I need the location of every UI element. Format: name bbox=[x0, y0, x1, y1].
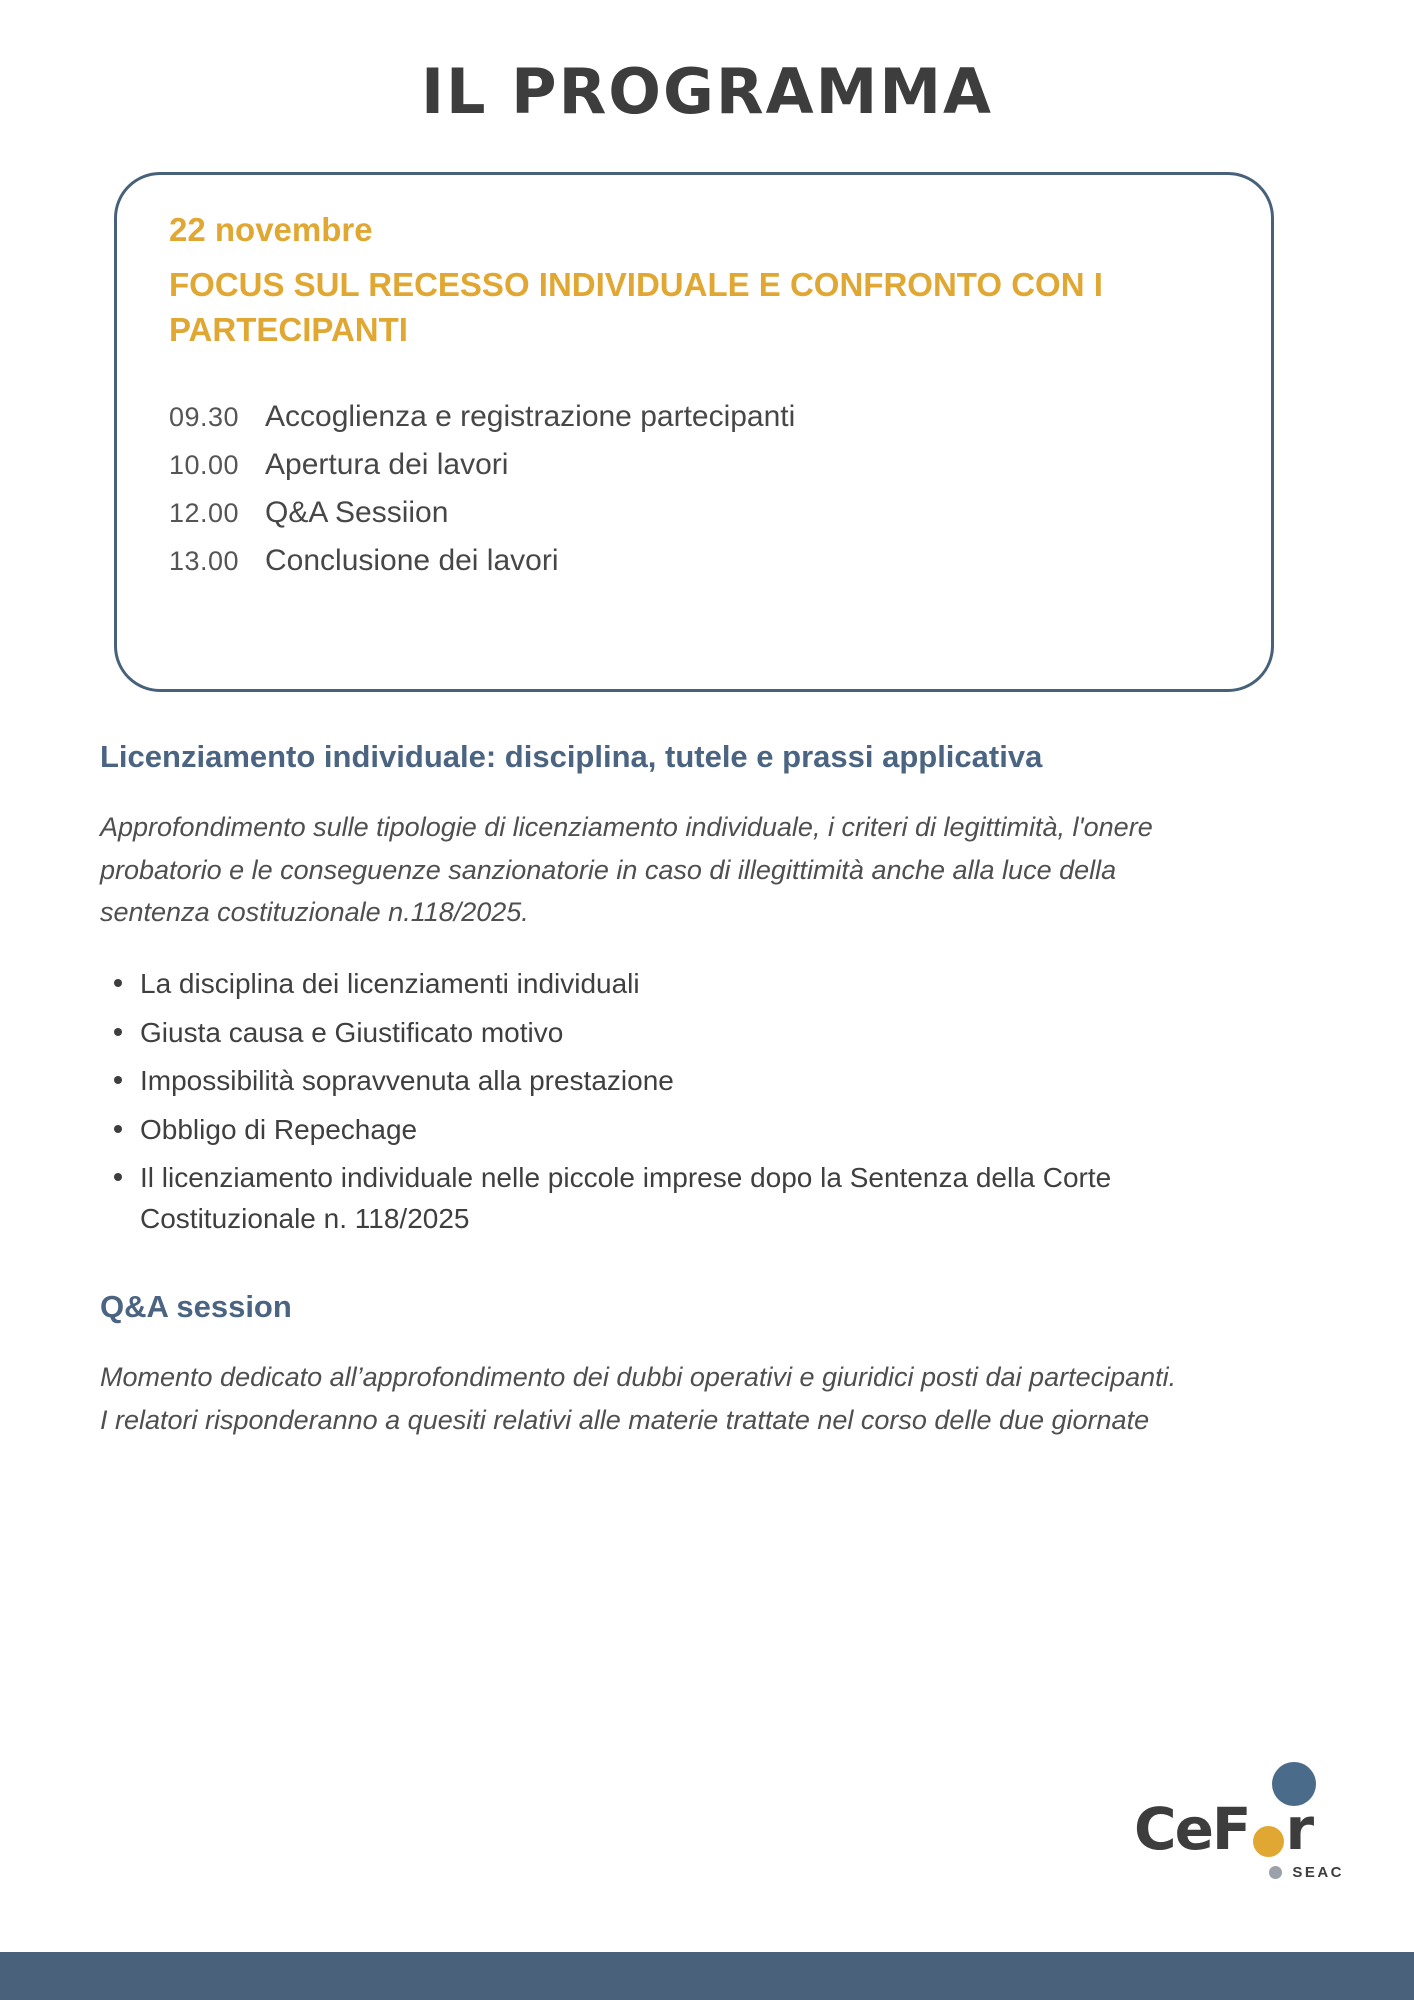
cefor-logo bbox=[1134, 1762, 1346, 1892]
schedule-time: 12.00 bbox=[169, 498, 240, 529]
topic-item bbox=[100, 1110, 1220, 1151]
schedule-activity: Conclusione dei lavori bbox=[265, 544, 559, 578]
topic-item-label: Impossibilità sopravvenuta alla prestazione bbox=[140, 1065, 674, 1097]
schedule-activity: Q&A Sessiion bbox=[265, 496, 449, 530]
program-date: 22 novembre bbox=[169, 211, 373, 248]
schedule-activity: Apertura dei lavori bbox=[265, 448, 509, 482]
schedule-row bbox=[169, 448, 1219, 482]
schedule-activity: Accoglienza e registrazione partecipanti bbox=[265, 400, 796, 434]
topic-item bbox=[100, 964, 1220, 1005]
logo-text-start: CeF bbox=[1134, 1795, 1250, 1863]
logo-subtext: SEAC bbox=[1292, 1864, 1344, 1881]
schedule-time: 09.30 bbox=[169, 402, 240, 433]
section-intro-qa-session: Momento dedicato all’approfondimento dei dubbi operativi e giuridici posti dai partecipanti. I relatori risponderanno a quesiti relativi alle materie trattate nel corso delle due giornate bbox=[100, 1362, 1177, 1436]
logo-text-end: r bbox=[1285, 1795, 1313, 1863]
schedule-row bbox=[169, 496, 1219, 530]
page-title: IL PROGRAMMA bbox=[420, 55, 994, 128]
program-focus-title: FOCUS SUL RECESSO INDIVIDUALE E CONFRONTO CON I PARTECIPANTI bbox=[169, 266, 1103, 348]
logo-gold-circle-icon bbox=[1253, 1826, 1284, 1857]
logo-wordmark bbox=[1134, 1795, 1313, 1863]
schedule-row bbox=[169, 544, 1219, 578]
schedule-row bbox=[169, 400, 1219, 434]
topic-list bbox=[100, 964, 1220, 1240]
logo-gray-circle-icon bbox=[1269, 1866, 1282, 1879]
schedule-time: 10.00 bbox=[169, 450, 240, 481]
topic-item-label: Obbligo di Repechage bbox=[140, 1113, 418, 1145]
section-heading-qa-session: Q&A session bbox=[100, 1289, 292, 1325]
topic-item-label: La disciplina dei licenziamenti individuali bbox=[140, 967, 640, 999]
program-details bbox=[100, 735, 1250, 1472]
topic-item bbox=[100, 1013, 1220, 1054]
program-box bbox=[114, 172, 1274, 692]
topic-item bbox=[100, 1061, 1220, 1102]
section-intro-licenziamento: Approfondimento sulle tipologie di licenziamento individuale, i criteri di legittimità, l'onere probatorio e le conseguenze sanzionatorie in caso di illegittimità anche alla luce della sentenza costituzionale n.118/2025. bbox=[100, 811, 1153, 928]
schedule-list bbox=[169, 400, 1219, 578]
logo-subbrand bbox=[1269, 1864, 1344, 1881]
topic-item bbox=[100, 1158, 1220, 1239]
section-heading-licenziamento: Licenziamento individuale: disciplina, tutele e prassi applicativa bbox=[100, 739, 1043, 774]
schedule-time: 13.00 bbox=[169, 546, 240, 577]
footer-bar bbox=[0, 1952, 1414, 2000]
topic-item-label: Giusta causa e Giustificato motivo bbox=[140, 1016, 564, 1048]
topic-item-label: Il licenziamento individuale nelle piccole imprese dopo la Sentenza della Corte Costituzionale n. 118/2025 bbox=[140, 1162, 1112, 1234]
